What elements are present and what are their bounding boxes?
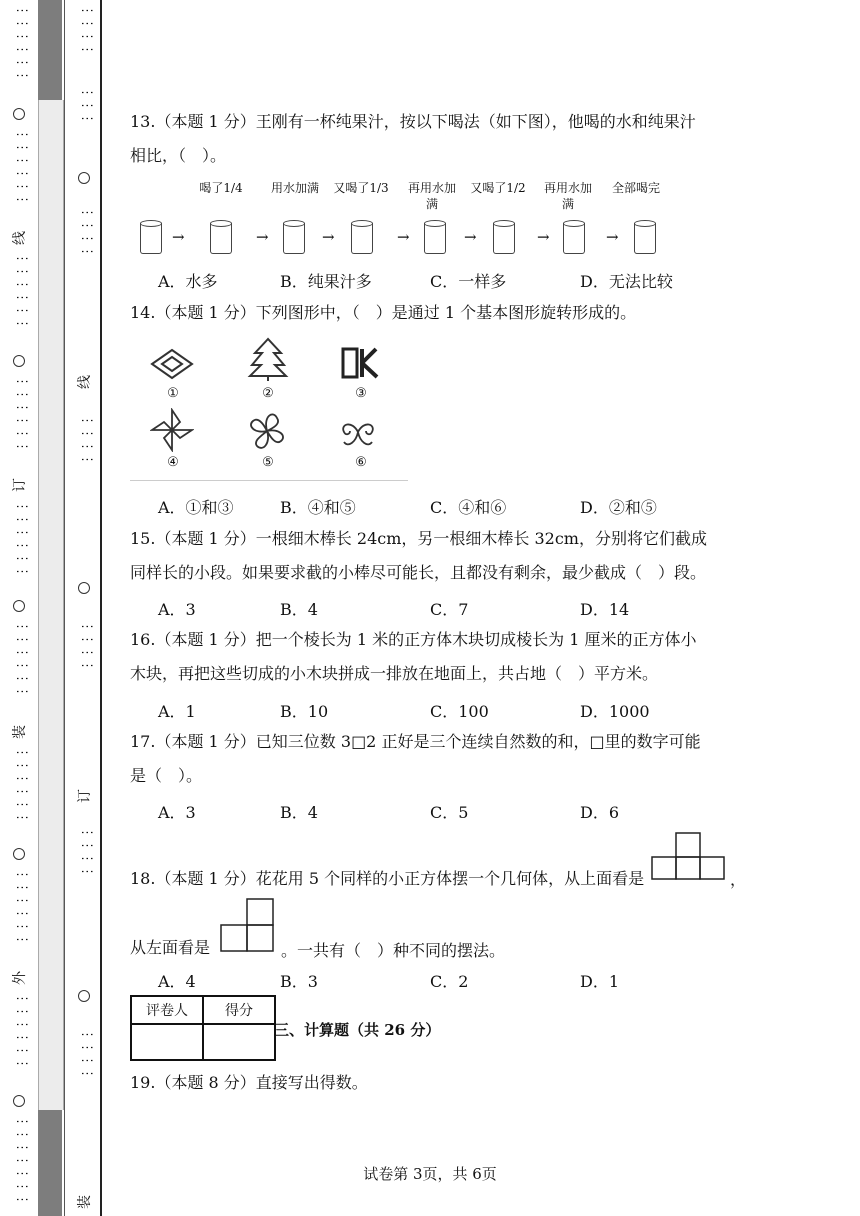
q18-option-a[interactable]: A．4 [158, 972, 196, 991]
swirl-pattern-icon [334, 410, 382, 452]
q18-text-line2-post: 。一共有（ ）种不同的摆法。 [281, 941, 506, 960]
cup-icon [140, 223, 162, 254]
q17-option-b[interactable]: B．4 [280, 803, 318, 822]
margin-char-xian-inner: 线 [77, 375, 93, 389]
q19-text-line1: 19.（本题 8 分）直接写出得数。 [130, 1073, 368, 1092]
q17-text-line1: 17.（本题 1 分）已知三位数 3□2 正好是三个连续自然数的和，□里的数字可能 [130, 732, 701, 751]
arrow-right-icon: → [172, 228, 185, 246]
q17-text-line2: 是（ ）。 [130, 766, 203, 785]
q13-step-7: 全部喝完 [611, 181, 660, 195]
q18-text-line1: 18.（本题 1 分）花花用 5 个同样的小正方体摆一个几何体，从上面看是 [130, 869, 645, 888]
q13-step-5: 又喝了1/2 [470, 181, 526, 195]
margin-circle [78, 172, 90, 184]
q13-option-a[interactable]: A．水多 [158, 272, 218, 291]
margin-dots: ⋮⋮⋮⋮ [79, 414, 94, 466]
margin-dots: ⋮⋮⋮⋮ [79, 620, 94, 672]
q13-option-b[interactable]: B．纯果汁多 [280, 272, 372, 291]
margin-dots: ⋮⋮⋮⋮ [79, 826, 94, 878]
margin-dots: ⋮⋮⋮⋮⋮⋮ [14, 252, 29, 330]
q13-step-4: 再用水加满 [407, 181, 456, 211]
cup-icon [634, 223, 656, 254]
margin-light-bar [38, 100, 64, 1110]
score-table [130, 995, 276, 1061]
binding-margin [0, 0, 104, 1216]
q14-option-d[interactable]: D．②和⑤ [580, 498, 657, 517]
chinese-knot-icon [148, 344, 196, 384]
margin-gray-bar-top [38, 0, 62, 100]
figure-label-3: ③ [355, 386, 367, 401]
margin-circle [78, 582, 90, 594]
q13-step-1: 喝了1/4 [199, 181, 243, 195]
section-title: 三、计算题（共 26 分） [274, 1021, 441, 1039]
q15-option-d[interactable]: D．14 [580, 600, 630, 619]
margin-char-wai: 外 [12, 971, 28, 985]
margin-divider [64, 0, 65, 1216]
q13-text-line2: 相比，（ ）。 [130, 146, 227, 165]
cup-icon [351, 223, 373, 254]
q16-text-line1: 16.（本题 1 分）把一个棱长为 1 米的正方体木块切成棱长为 1 厘米的正方体小 [130, 630, 697, 649]
q13-step-2: 用水加满 [270, 181, 319, 195]
q16-option-d[interactable]: D．1000 [580, 702, 650, 721]
bauhinia-flower-icon [243, 408, 291, 454]
ok-logo-icon [340, 346, 382, 380]
arrow-right-icon: → [464, 228, 477, 246]
q18-comma: ， [730, 870, 747, 889]
margin-dots: ⋮⋮⋮⋮ [79, 206, 94, 258]
cup-icon [424, 223, 446, 254]
left-view-diagram [217, 897, 277, 955]
q14-text-line1: 14.（本题 1 分）下列图形中，（ ）是通过 1 个基本图形旋转形成的。 [130, 303, 637, 322]
score-cell[interactable] [203, 1024, 275, 1060]
margin-char-zhuang: 装 [12, 725, 28, 739]
cup-icon [563, 223, 585, 254]
figure-divider [130, 480, 408, 481]
pinwheel-icon [150, 408, 194, 452]
margin-dots: ⋮⋮⋮⋮⋮⋮ [14, 992, 29, 1070]
grader-cell[interactable] [131, 1024, 203, 1060]
margin-char-zhuang-inner: 装 [77, 1195, 93, 1209]
arrow-right-icon: → [256, 228, 269, 246]
arrow-right-icon: → [322, 228, 335, 246]
figure-label-4: ④ [167, 455, 179, 470]
margin-circle [13, 108, 25, 120]
q15-option-c[interactable]: C．7 [430, 600, 469, 619]
margin-dots: ⋮⋮⋮⋮ [79, 4, 94, 56]
q14-option-b[interactable]: B．④和⑤ [280, 498, 356, 517]
q15-option-a[interactable]: A．3 [158, 600, 196, 619]
arrow-right-icon: → [606, 228, 619, 246]
margin-dots: ⋮⋮⋮⋮⋮⋮⋮ [14, 1115, 29, 1206]
margin-dots: ⋮⋮⋮⋮⋮⋮ [14, 500, 29, 578]
page-footer: 试卷第 3页，共 6页 [363, 1165, 497, 1183]
q14-option-a[interactable]: A．①和③ [158, 498, 234, 517]
cup-icon [493, 223, 515, 254]
q13-text-line1: 13.（本题 1 分）王刚有一杯纯果汁，按以下喝法（如下图），他喝的水和纯果汁 [130, 112, 696, 131]
arrow-right-icon: → [537, 228, 550, 246]
q16-text-line2: 木块，再把这些切成的小木块拼成一排放在地面上，共占地（ ）平方米。 [130, 664, 659, 683]
margin-dots: ⋮⋮⋮⋮⋮⋮ [14, 620, 29, 698]
q17-option-d[interactable]: D．6 [580, 803, 620, 822]
cup-icon [210, 223, 232, 254]
tree-icon [247, 336, 289, 382]
margin-dots: ⋮⋮⋮⋮⋮⋮ [14, 746, 29, 824]
margin-dots: ⋮⋮⋮ [79, 86, 94, 125]
figure-label-1: ① [167, 386, 179, 401]
margin-border-line [100, 0, 102, 1216]
q13-step-6: 再用水加满 [543, 181, 592, 211]
q15-option-b[interactable]: B．4 [280, 600, 318, 619]
q18-option-b[interactable]: B．3 [280, 972, 318, 991]
margin-dots: ⋮⋮⋮⋮⋮⋮ [14, 375, 29, 453]
margin-circle [13, 355, 25, 367]
q14-option-c[interactable]: C．④和⑥ [430, 498, 507, 517]
margin-dots: ⋮⋮⋮⋮⋮⋮ [14, 4, 29, 82]
cup-icon [283, 223, 305, 254]
q18-option-c[interactable]: C．2 [430, 972, 469, 991]
q16-option-a[interactable]: A．1 [158, 702, 196, 721]
figure-label-2: ② [262, 386, 274, 401]
grader-header: 评卷人 [131, 996, 203, 1024]
q13-step-3: 又喝了1/3 [333, 181, 389, 195]
margin-dots: ⋮⋮⋮⋮⋮⋮ [14, 128, 29, 206]
margin-char-ding: 订 [12, 478, 28, 492]
margin-char-ding-inner: 订 [77, 789, 93, 803]
q13-option-c[interactable]: C．一样多 [430, 272, 507, 291]
arrow-right-icon: → [397, 228, 410, 246]
q17-option-a[interactable]: A．3 [158, 803, 196, 822]
figure-label-5: ⑤ [262, 455, 274, 470]
margin-dots: ⋮⋮⋮⋮ [79, 1028, 94, 1080]
margin-circle [13, 600, 25, 612]
margin-circle [13, 848, 25, 860]
q15-text-line1: 15.（本题 1 分）一根细木棒长 24cm，另一根细木棒长 32cm，分别将它们截成 [130, 529, 707, 548]
q16-option-c[interactable]: C．100 [430, 702, 489, 721]
q13-option-d[interactable]: D．无法比较 [580, 272, 673, 291]
q18-text-line2-pre: 从左面看是 [130, 938, 211, 957]
score-header: 得分 [203, 996, 275, 1024]
q15-text-line2: 同样长的小段。如果要求截的小棒尽可能长，且都没有剩余，最少截成（ ）段。 [130, 563, 707, 582]
figure-label-6: ⑥ [355, 455, 367, 470]
q18-option-d[interactable]: D．1 [580, 972, 620, 991]
q16-option-b[interactable]: B．10 [280, 702, 329, 721]
margin-char-xian: 线 [12, 231, 28, 245]
top-view-diagram [650, 832, 728, 882]
q17-option-c[interactable]: C．5 [430, 803, 469, 822]
margin-circle [13, 1095, 25, 1107]
margin-circle [78, 990, 90, 1002]
margin-dots: ⋮⋮⋮⋮⋮⋮ [14, 868, 29, 946]
